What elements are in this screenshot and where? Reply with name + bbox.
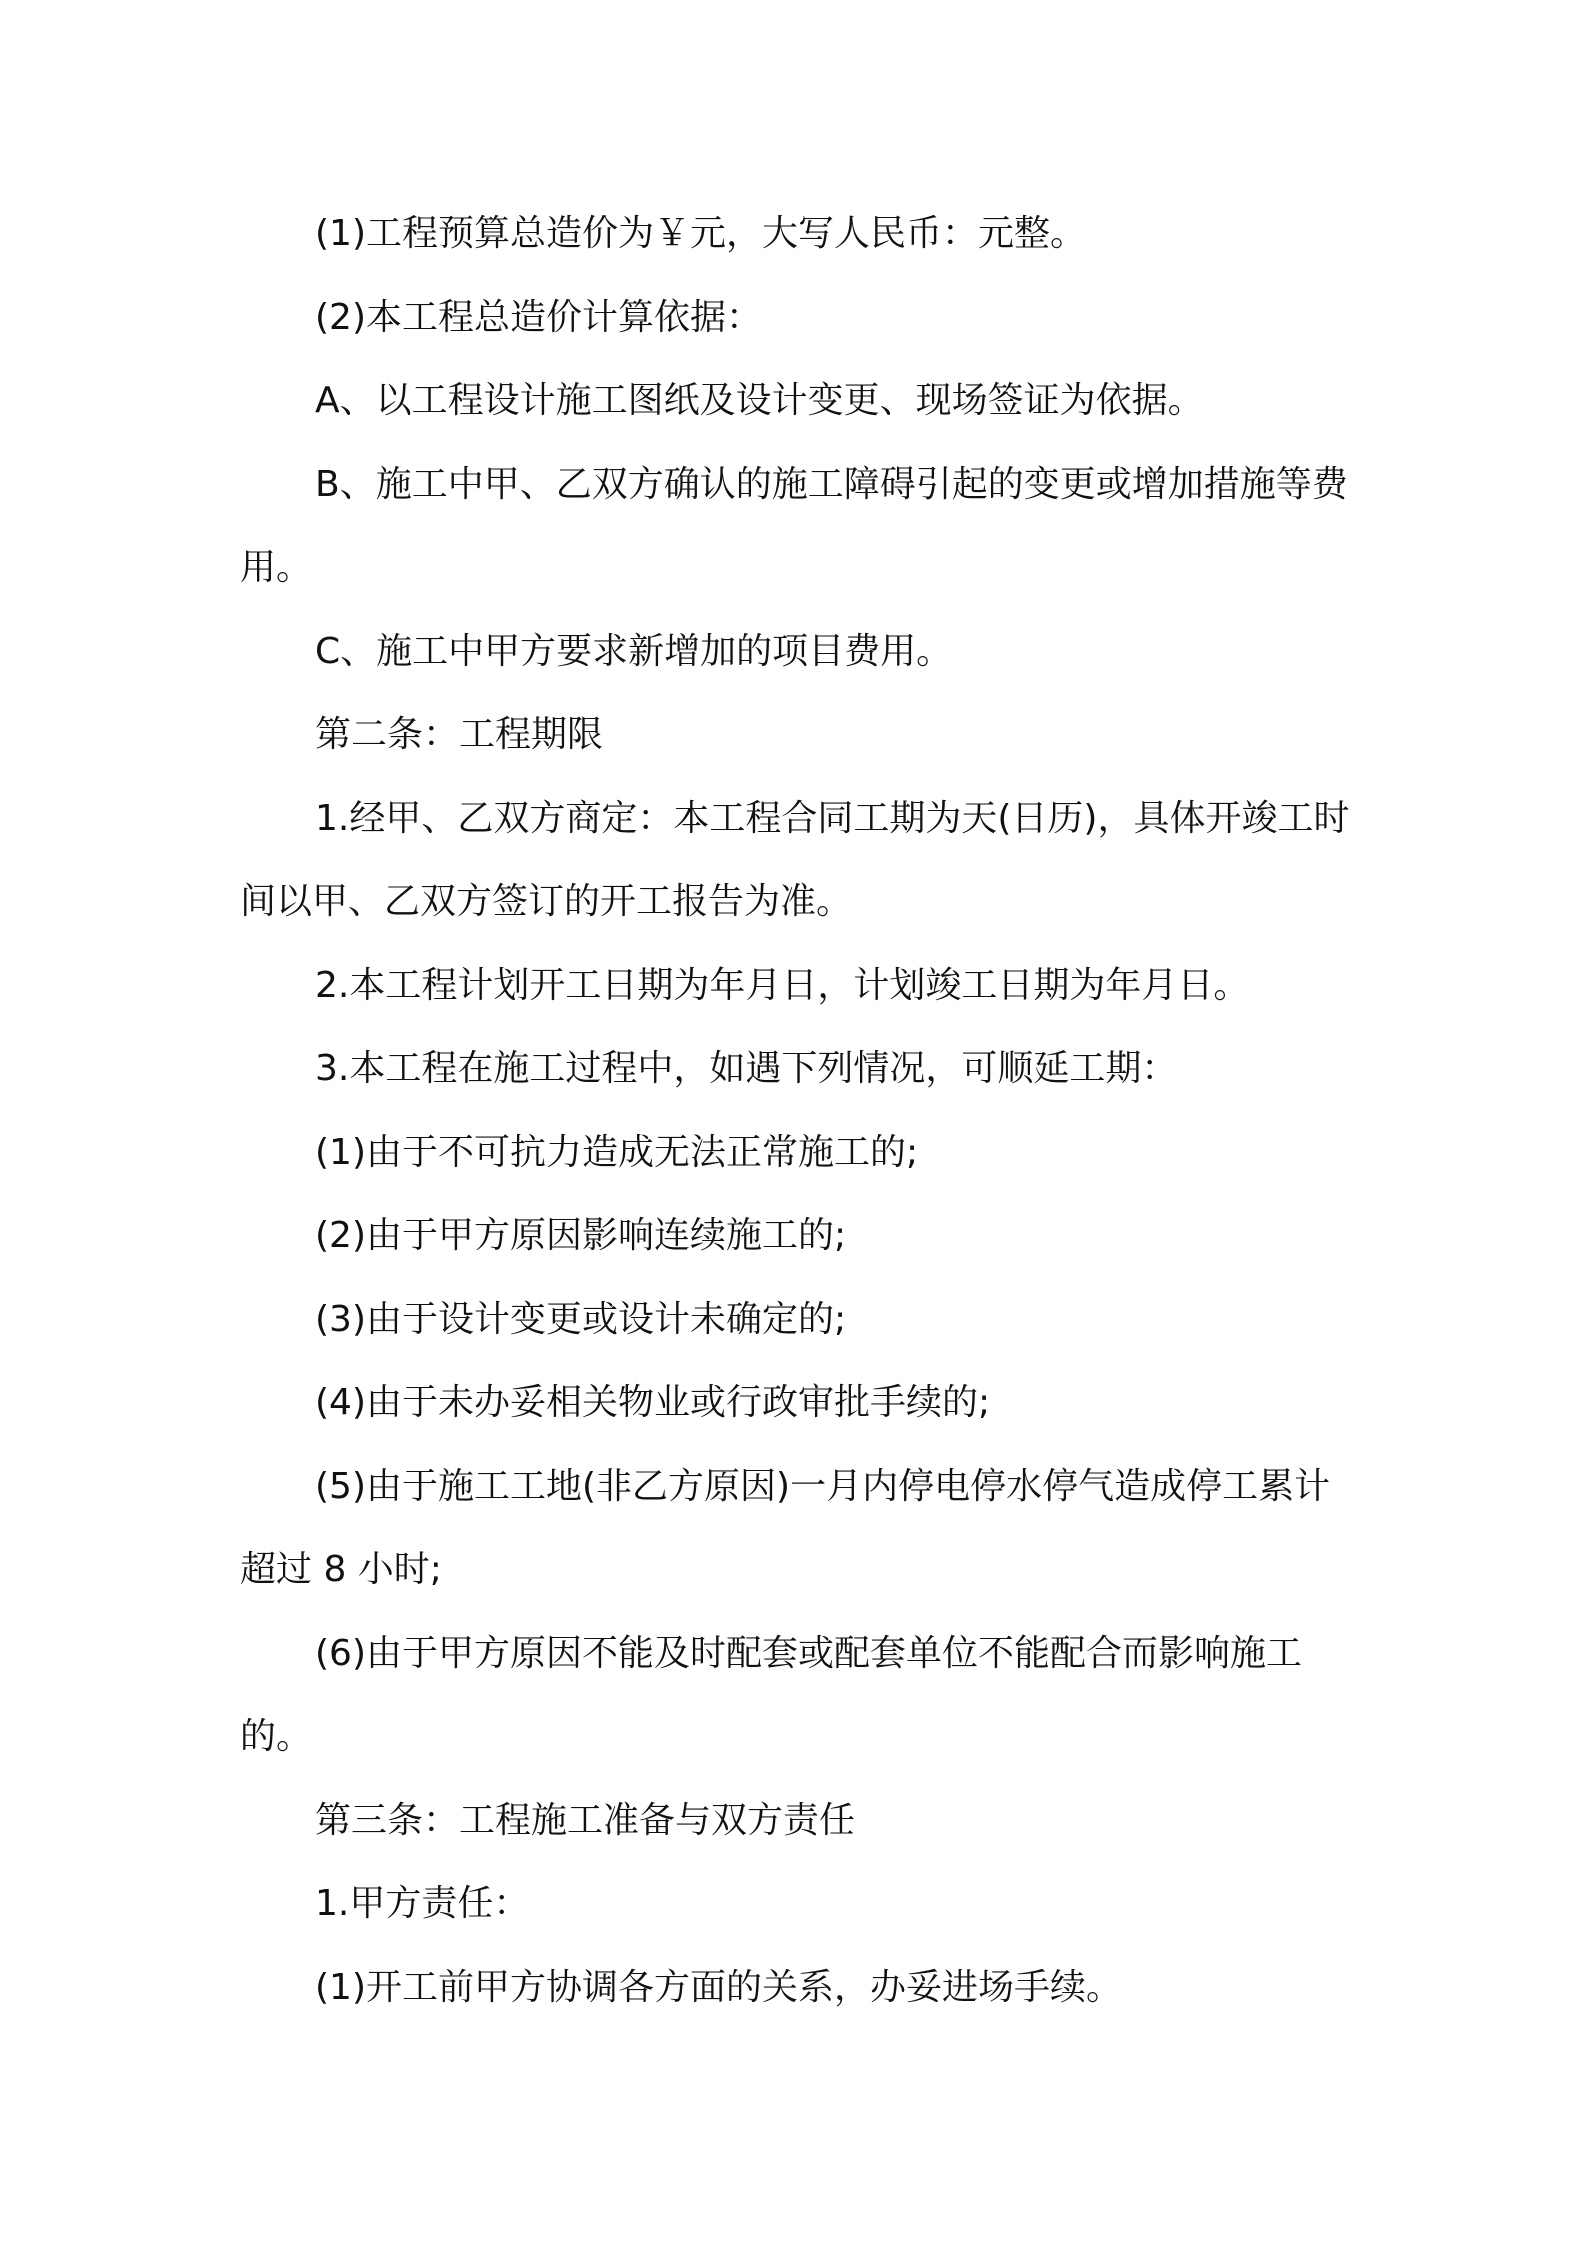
- list-item-delay-3: (3)由于设计变更或设计未确定的;: [315, 1298, 847, 1340]
- list-item-delay-2: (2)由于甲方原因影响连续施工的;: [315, 1215, 847, 1256]
- section-heading-article-2: 第二条：工程期限: [315, 714, 604, 755]
- paragraph-basis-b: B、施工中甲、乙双方确认的施工障碍引起的变更或增加措施等费用。: [240, 463, 1348, 588]
- paragraph-basis-a: A、以工程设计施工图纸及设计变更、现场签证为依据。: [315, 380, 1204, 421]
- list-item-delay-5: (5)由于施工工地(非乙方原因)一月内停电停水停气造成停工累计超过 8 小时;: [240, 1465, 1331, 1590]
- paragraph-duration-2: 2.本工程计划开工日期为年月日，计划竣工日期为年月日。: [315, 964, 1250, 1006]
- list-item-delay-1: (1)由于不可抗力造成无法正常施工的;: [315, 1131, 919, 1173]
- paragraph-duration-1: 1.经甲、乙双方商定：本工程合同工期为天(日历)，具体开竣工时间以甲、乙双方签订的开工报告为准。: [240, 797, 1350, 922]
- list-item-party-a-1: (1)开工前甲方协调各方面的关系，办妥进场手续。: [315, 1966, 1122, 2008]
- paragraph-calc-basis: (2)本工程总造价计算依据：: [315, 296, 762, 338]
- document-body: [240, 192, 1360, 2029]
- paragraph-duration-3: 3.本工程在施工过程中，如遇下列情况，可顺延工期：: [315, 1048, 1178, 1089]
- section-heading-article-3: 第三条：工程施工准备与双方责任: [315, 1799, 856, 1841]
- list-item-delay-6: (6)由于甲方原因不能及时配套或配套单位不能配合而影响施工的。: [240, 1632, 1302, 1757]
- list-item-delay-4: (4)由于未办妥相关物业或行政审批手续的;: [315, 1382, 991, 1423]
- paragraph-party-a-duty: 1.甲方责任：: [315, 1883, 530, 1924]
- paragraph-basis-c: C、施工中甲方要求新增加的项目费用。: [315, 630, 953, 672]
- paragraph-budget-total: (1)工程预算总造价为￥元，大写人民币：元整。: [315, 213, 1086, 254]
